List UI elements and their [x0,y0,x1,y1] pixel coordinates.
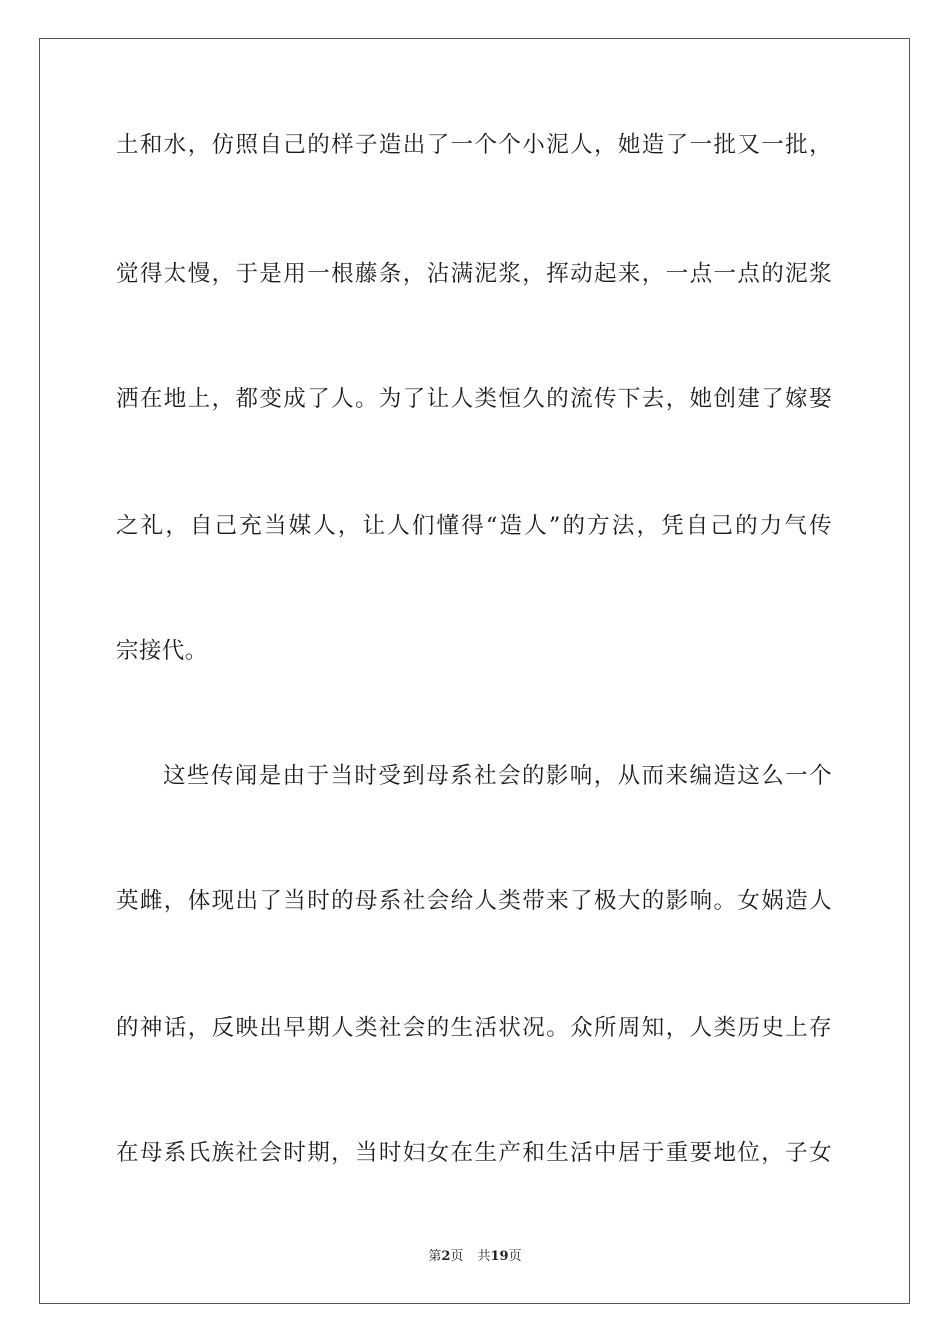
text-line-7: 英雌，体现出了当时的母系社会给人类带来了极大的影响。女娲造人 [116,888,832,914]
page-suffix: 页 [450,1249,464,1264]
page-border [39,38,910,1304]
page-number: 2 [441,1249,451,1264]
page-prefix: 第 [428,1249,442,1264]
text-line-1: 土和水，仿照自己的样子造出了一个个小泥人，她造了一批又一批， [116,132,832,158]
total-prefix: 共 [477,1249,491,1264]
text-line-3: 洒在地上，都变成了人。为了让人类恒久的流传下去，她创建了嫁娶 [116,386,832,412]
total-suffix: 页 [508,1249,522,1264]
page-footer [0,1248,950,1266]
paragraph-first-line: 这些传闻是由于当时受到母系社会的影响，从而来编造这么一个 [163,763,832,789]
text-line-5: 宗接代。 [116,638,208,664]
total-pages: 19 [490,1249,509,1264]
text-line-4: 之礼，自己充当媒人，让人们懂得“造人”的方法，凭自己的力气传 [116,513,832,539]
text-line-8: 的神话，反映出早期人类社会的生活状况。众所周知，人类历史上存 [116,1015,832,1041]
text-line-2: 觉得太慢，于是用一根藤条，沾满泥浆，挥动起来，一点一点的泥浆 [116,261,832,287]
text-line-9: 在母系氏族社会时期，当时妇女在生产和生活中居于重要地位，子女 [116,1140,832,1166]
